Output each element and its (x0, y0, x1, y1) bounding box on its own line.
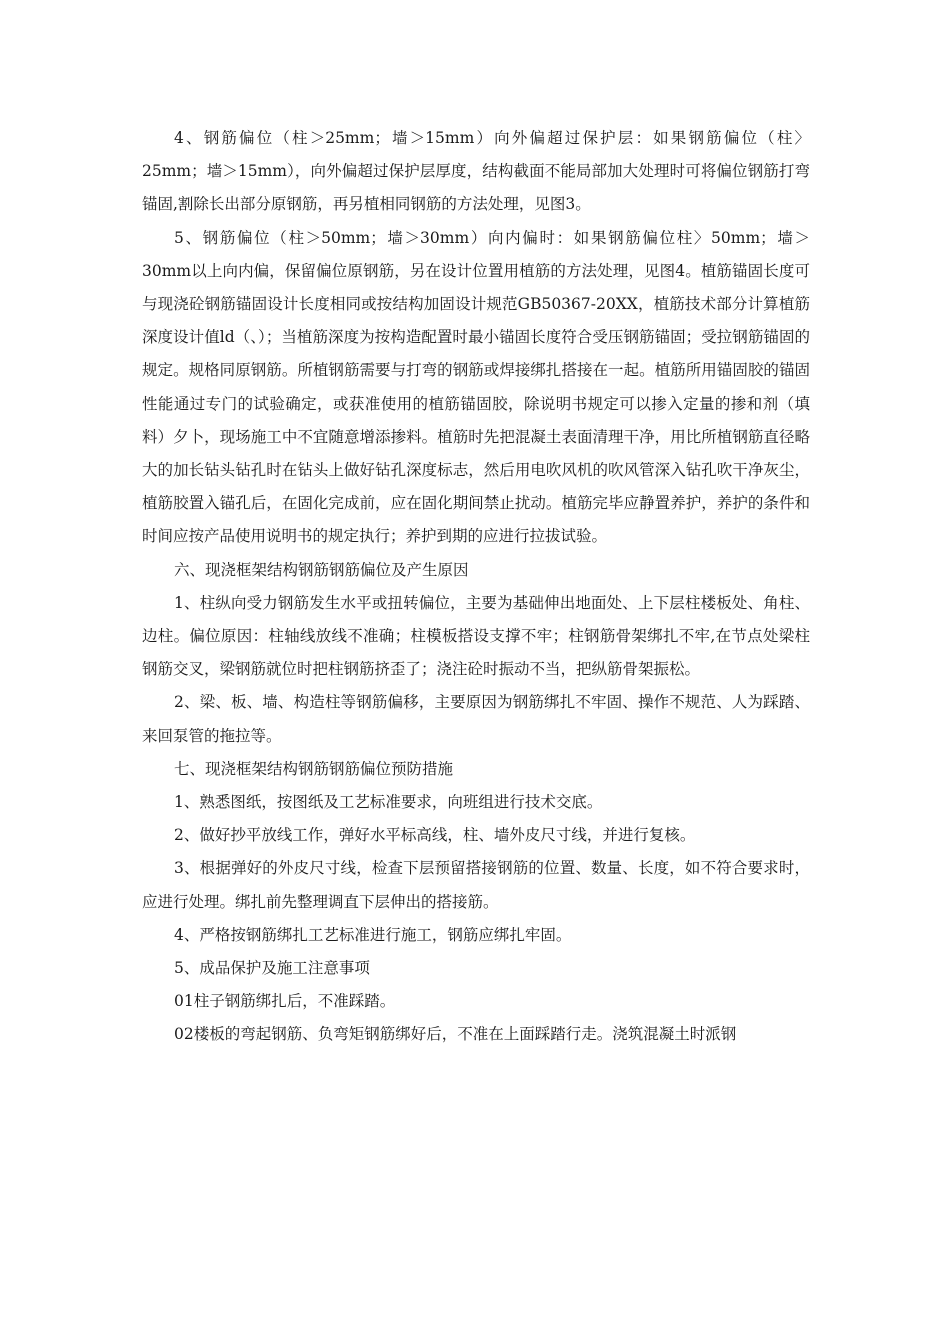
section-heading-causes: 六、现浇框架结构钢筋钢筋偏位及产生原因 (174, 560, 469, 579)
paragraph-prevention-1: 1、熟悉图纸，按图纸及工艺标准要求，向班组进行技术交底。 (174, 793, 603, 812)
paragraph-prevention-3: 3、根据弹好的外皮尺寸线，检查下层预留搭接钢筋的位置、数量、长度，如不符合要求时，应进行处理。绑扎前先整理调直下层伸出的搭接筋。 (142, 859, 810, 911)
paragraph-cause-1: 1、柱纵向受力钢筋发生水平或扭转偏位，主要为基础伸出地面处、上下层柱楼板处、角柱、边柱。偏位原因：柱轴线放线不准确；柱模板搭设支撑不牢；柱钢筋骨架绑扎不牢,在节点处梁柱钢筋交叉，梁钢筋就位时把柱钢筋挤歪了；浇注砼时振动不当，把纵筋骨架振松。 (142, 593, 810, 679)
section-heading-prevention: 七、现浇框架结构钢筋钢筋偏位预防措施 (174, 759, 454, 778)
paragraph-prevention-2: 2、做好抄平放线工作，弹好水平标高线，柱、墙外皮尺寸线，并进行复核。 (174, 826, 696, 845)
paragraph-rebar-offset-outward: 4、钢筋偏位（柱＞25mm；墙＞15mm）向外偏超过保护层：如果钢筋偏位（柱〉25mm；墙＞15mm），向外偏超过保护层厚度，结构截面不能局部加大处理时可将偏位钢筋打弯锚固,割除长出部分原钢筋，再另植相同钢筋的方法处理，见图3。 (142, 129, 810, 214)
paragraph-rebar-offset-inward: 5、钢筋偏位（柱＞50mm；墙＞30mm）向内偏时：如果钢筋偏位柱〉50mm；墙＞30mm以上向内偏，保留偏位原钢筋，另在设计位置用植筋的方法处理，见图4。植筋锚固长度可与现浇砼钢筋锚固设计长度相同或按结构加固设计规范GB50367-20XX，植筋技术部分计算植筋深度设计值ld（、）；当植筋深度为按构造配置时最小锚固长度符合受压钢筋锚固；受拉钢筋锚固的规定。规格同原钢筋。所植钢筋需要与打弯的钢筋或焊接绑扎搭接在一起。植筋所用锚固胶的锚固性能通过专门的试验确定，或获准使用的植筋锚固胶，除说明书规定可以掺入定量的掺和剂（填料）夕卜，现场施工中不宜随意增添掺料。植筋时先把混凝土表面清理干净，用比所植钢筋直径略大的加长钻头钻孔时在钻头上做好钻孔深度标志，然后用电吹风机的吹风管深入钻孔吹干净灰尘，植筋胶置入锚孔后，在固化完成前，应在固化期间禁止扰动。植筋完毕应静置养护，养护的条件和时间应按产品使用说明书的规定执行；养护到期的应进行拉拔试验。 (142, 228, 810, 546)
paragraph-item-02: 02楼板的弯起钢筋、负弯矩钢筋绑好后，不准在上面踩踏行走。浇筑混凝土时派钢 (174, 1025, 737, 1044)
paragraph-cause-2: 2、梁、板、墙、构造柱等钢筋偏移，主要原因为钢筋绑扎不牢固、操作不规范、人为踩踏、来回泵管的拖拉等。 (142, 693, 810, 745)
paragraph-prevention-4: 4、严格按钢筋绑扎工艺标准进行施工，钢筋应绑扎牢固。 (174, 925, 572, 944)
document-body (142, 122, 810, 1052)
paragraph-prevention-5: 5、成品保护及施工注意事项 (174, 959, 370, 978)
paragraph-item-01: 01柱子钢筋绑扎后，不准踩踏。 (174, 992, 396, 1011)
